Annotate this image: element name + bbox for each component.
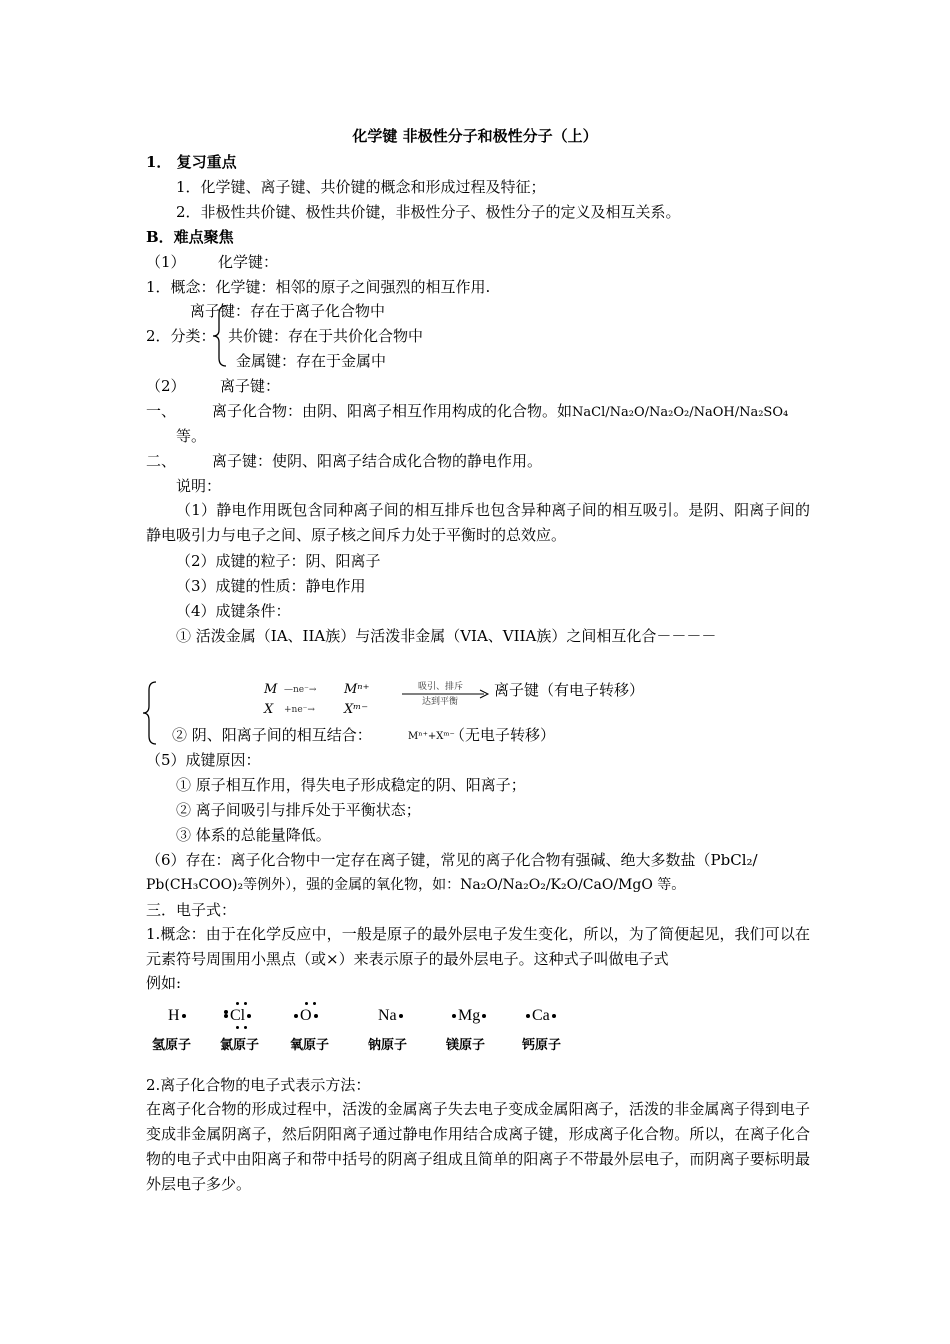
reason-title: （5）成键原因： xyxy=(146,751,261,769)
section-b-heading: B．难点聚焦 xyxy=(146,228,234,246)
diagram-brace xyxy=(140,680,160,746)
nonmetal-ion: Xᵐ⁻ xyxy=(344,702,369,717)
explain-line-4: （4）成键条件： xyxy=(176,602,291,620)
ion-combination-symbol: Mⁿ⁺+Xᵐ⁻ xyxy=(408,731,455,742)
subsection-1-number: （1） xyxy=(146,253,186,271)
metal-arrow: —ne⁻→ xyxy=(284,685,317,695)
review-point-2: 2．非极性共价键、极性共价键，非极性分子、极性分子的定义及相互关系。 xyxy=(176,203,681,221)
classify-metallic: 金属键：存在于金属中 xyxy=(236,352,387,370)
hydrogen-lewis: H xyxy=(168,1006,188,1026)
ionic-electron-formula-text: 在离子化合物的形成过程中，活泼的金属离子失去电子变成金属阳离子，活泼的非金属离子得到电子变成非金属阴离子，然后阴阳离子通过静电作用结合成离子键，形成离子化合物。所以，在离子化合物的电子式中由阳离子和带中括号的阴离子组成且简单的阳离子不带最外层电子，而阴离子要标明最外层电子多少。 xyxy=(146,1100,810,1193)
item-2-text: 离子键：使阴、阳离子结合成化合物的静电作用。 xyxy=(212,452,543,470)
classify-covalent: 共价键：存在于共价化合物中 xyxy=(228,327,424,345)
subsection-1-title: 化学键： xyxy=(218,253,279,271)
hydrogen-label: 氢原子 xyxy=(152,1038,192,1053)
no-electron-transfer: （无电子转移） xyxy=(450,726,556,744)
magnesium-lewis: Mg xyxy=(450,1006,488,1026)
equilibrium-top: 吸引、排斥 xyxy=(418,682,464,692)
item-1-text: 离子化合物：由阴、阳离子相互作用构成的化合物。如NaCl/Na₂O/Na₂O₂/NaOH/Na₂SO₄ xyxy=(212,402,789,420)
classify-ionic: 离子键：存在于离子化合物中 xyxy=(190,302,386,320)
sodium-lewis: Na xyxy=(378,1006,405,1026)
explain-paragraph-1: （1）静电作用既包含同种离子间的相互排斥也包含异种离子间的相互吸引。是阴、阳离子间的静电吸引力与电子之间、原子核之间斥力处于平衡时的总效应。 xyxy=(146,501,810,544)
metal-symbol: M xyxy=(264,682,278,697)
chlorine-lewis: Cl xyxy=(222,1006,253,1026)
section-3-heading: 三．电子式： xyxy=(146,901,237,919)
subsection-2-title: 离子键： xyxy=(220,377,281,395)
explain-line-2: （2）成键的粒子：阴、阳离子 xyxy=(176,552,381,570)
review-point-1: 1．化学键、离子键、共价键的概念和形成过程及特征； xyxy=(176,178,546,196)
diagram-line-2: ② 阴、阳离子间的相互结合： xyxy=(172,726,372,744)
bond-concept: 1．概念：化学键：相邻的原子之间强烈的相互作用. xyxy=(146,278,491,296)
item-1-continuation: 等。 xyxy=(176,427,207,445)
existence-line-1: （6）存在：离子化合物中一定存在离子键，常见的离子化合物有强碱、绝大多数盐（PbCl₂/ xyxy=(146,851,758,869)
existence-line-2: Pb(CH₃COO)₂等例外），强的金属的氧化物，如：Na₂O/Na₂O₂/K₂O/CaO/MgO 等。 xyxy=(146,877,686,893)
reason-2: ② 离子间吸引与排斥处于平衡状态； xyxy=(176,801,421,819)
explain-line-3: （3）成键的性质：静电作用 xyxy=(176,577,366,595)
chlorine-label: 氯原子 xyxy=(220,1038,260,1053)
calcium-label: 钙原子 xyxy=(522,1038,562,1053)
nonmetal-arrow: +ne⁻→ xyxy=(284,705,315,715)
metal-ion: Mⁿ⁺ xyxy=(344,682,370,697)
item-2-number: 二、 xyxy=(146,452,177,470)
equilibrium-arrow xyxy=(402,688,492,700)
electron-formula-concept: 1.概念：由于在化学反应中，一般是原子的最外层电子发生变化，所以，为了简便起见，我们可以在元素符号周围用小黑点（或×）来表示原子的最外层电子。这种式子叫做电子式 xyxy=(146,925,810,968)
magnesium-label: 镁原子 xyxy=(446,1038,486,1053)
classify-label: 2．分类： xyxy=(146,327,216,345)
ionic-electron-formula-title: 2.离子化合物的电子式表示方法： xyxy=(146,1076,371,1094)
calcium-lewis: Ca xyxy=(524,1006,558,1026)
example-label: 例如: xyxy=(146,974,182,992)
explain-label: 说明： xyxy=(176,477,222,495)
page-title: 化学键 非极性分子和极性分子（上） xyxy=(352,127,598,145)
section-1-heading: 1． 复习重点 xyxy=(146,153,237,171)
nonmetal-symbol: X xyxy=(264,702,274,717)
equilibrium-bottom: 达到平衡 xyxy=(422,697,459,707)
compound-formulas: NaCl/Na₂O/Na₂O₂/NaOH/Na₂SO₄ xyxy=(572,405,789,420)
ionic-bond-result: 离子键（有电子转移） xyxy=(494,681,645,699)
classify-brace xyxy=(210,304,230,368)
reason-1: ① 原子相互作用，得失电子形成稳定的阴、阳离子； xyxy=(176,776,526,794)
sodium-label: 钠原子 xyxy=(368,1038,408,1053)
oxygen-lewis: O xyxy=(292,1006,320,1026)
reason-3: ③ 体系的总能量降低。 xyxy=(176,826,331,844)
item-1-number: 一、 xyxy=(146,402,177,420)
explain-line-5: ① 活泼金属（IA、IIA族）与活泼非金属（VIA、VIIA族）之间相互化合－－－－ xyxy=(176,627,717,645)
oxygen-label: 氧原子 xyxy=(290,1038,330,1053)
subsection-2-number: （2） xyxy=(146,377,186,395)
